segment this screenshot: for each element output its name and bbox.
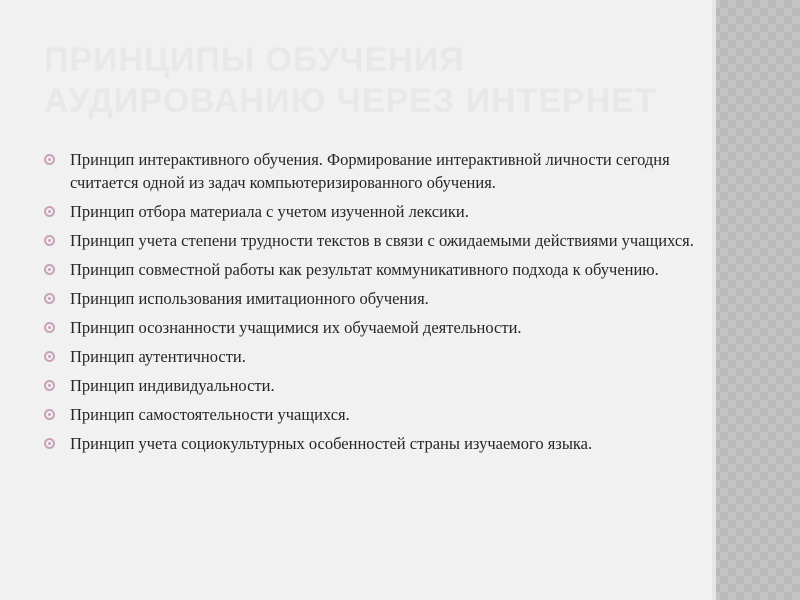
slide-title: ПРИНЦИПЫ ОБУЧЕНИЯ АУДИРОВАНИЮ ЧЕРЕЗ ИНТЕРНЕТ: [44, 41, 657, 120]
ring-bullet-icon: [44, 206, 55, 217]
list-item: [44, 287, 699, 310]
ring-bullet-icon: [44, 409, 55, 420]
list-item-text: Принцип интерактивного обучения. Формирование интерактивной личности сегодня считается одной из задач компьютеризированного обучения.: [70, 150, 670, 192]
list-item: [44, 148, 699, 194]
list-item: [44, 403, 699, 426]
pattern-divider: [712, 0, 716, 600]
list-item: [44, 200, 699, 223]
list-item-text: Принцип индивидуальности.: [70, 376, 275, 395]
decorative-pattern-strip: [712, 0, 800, 600]
list-item-text: Принцип осознанности учащимися их обучаемой деятельности.: [70, 318, 522, 337]
ring-bullet-icon: [44, 154, 55, 165]
list-item: [44, 229, 699, 252]
ring-bullet-icon: [44, 264, 55, 275]
list-item-text: Принцип аутентичности.: [70, 347, 246, 366]
ring-bullet-icon: [44, 380, 55, 391]
ring-bullet-icon: [44, 322, 55, 333]
list-item-text: Принцип совместной работы как результат коммуникативного подхода к обучению.: [70, 260, 659, 279]
bullet-list: [44, 148, 699, 461]
ring-bullet-icon: [44, 235, 55, 246]
list-item: [44, 374, 699, 397]
list-item: [44, 432, 699, 455]
list-item-text: Принцип использования имитационного обучения.: [70, 289, 429, 308]
list-item: [44, 316, 699, 339]
list-item: [44, 345, 699, 368]
ring-bullet-icon: [44, 293, 55, 304]
list-item-text: Принцип самостоятельности учащихся.: [70, 405, 350, 424]
list-item-text: Принцип учета степени трудности текстов в связи с ожидаемыми действиями учащихся.: [70, 231, 694, 250]
list-item-text: Принцип учета социокультурных особенностей страны изучаемого языка.: [70, 434, 593, 453]
ring-bullet-icon: [44, 438, 55, 449]
list-item: [44, 258, 699, 281]
list-item-text: Принцип отбора материала с учетом изученной лексики.: [70, 202, 469, 221]
ring-bullet-icon: [44, 351, 55, 362]
